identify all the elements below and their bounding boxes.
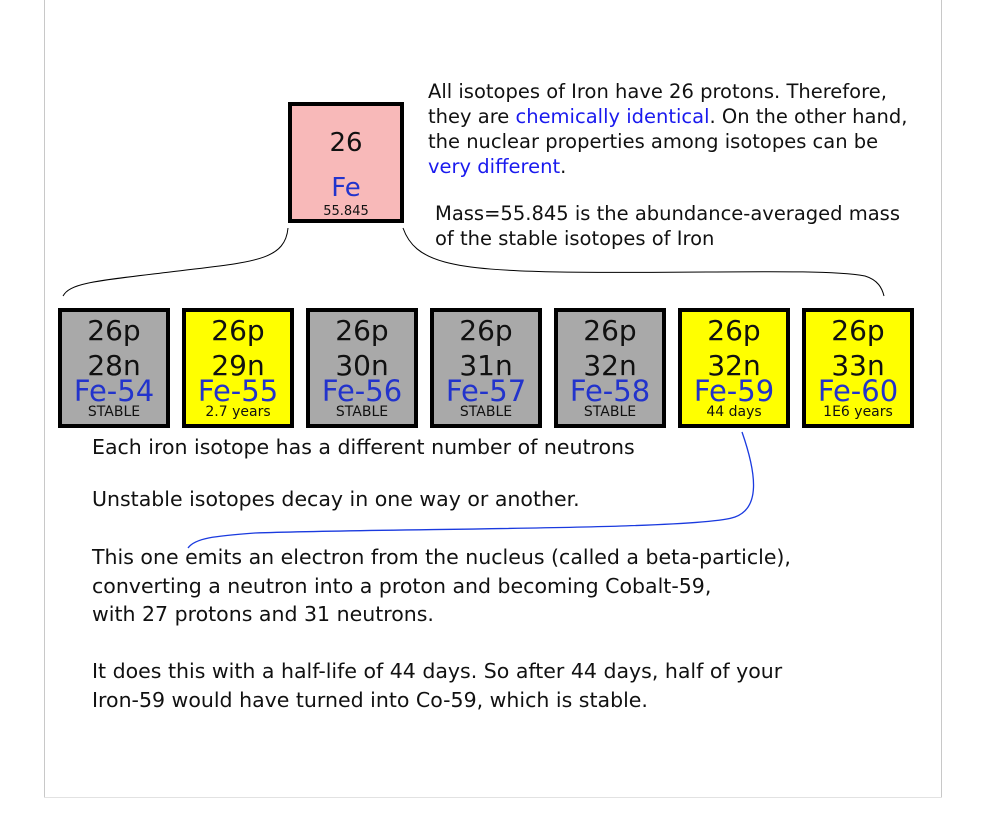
half-life-label: STABLE xyxy=(87,404,141,420)
mass-note-line-1: Mass=55.845 is the abundance-averaged mass xyxy=(435,202,900,225)
isotope-name: Fe-57 xyxy=(445,374,527,408)
beta-decay-paragraph xyxy=(92,543,791,629)
proton-count: 26p xyxy=(831,314,885,347)
half-life-line-2: Iron-59 would have turned into Co-59, which is stable. xyxy=(92,687,648,712)
half-life-label: 2.7 years xyxy=(205,404,271,420)
half-life-label: STABLE xyxy=(583,404,637,420)
proton-count: 26p xyxy=(335,314,389,347)
beta-line-2: converting a neutron into a proton and becoming Cobalt-59, xyxy=(92,573,712,598)
decay-note: Unstable isotopes decay in one way or another. xyxy=(92,487,580,511)
proton-count: 26p xyxy=(211,314,265,347)
neutron-count: 32n xyxy=(583,349,637,382)
neutron-count: 31n xyxy=(459,349,513,382)
isotope-name: Fe-55 xyxy=(197,374,279,408)
intro-line-4: very different. xyxy=(428,155,567,178)
isotope-name: Fe-60 xyxy=(817,374,899,408)
isotope-name: Fe-56 xyxy=(321,374,403,408)
half-life-label: STABLE xyxy=(459,404,513,420)
half-life-line-1: It does this with a half-life of 44 days. So after 44 days, half of your xyxy=(92,659,783,683)
beta-line-1: This one emits an electron from the nucleus (called a beta-particle), xyxy=(92,545,791,569)
isotope-card-fe-57 xyxy=(430,308,542,428)
isotope-card-fe-58 xyxy=(554,308,666,428)
intro-paragraph xyxy=(428,79,907,179)
isotope-name: Fe-54 xyxy=(73,374,155,408)
intro-line-3: the nuclear properties among isotopes can be xyxy=(428,130,879,153)
intro-line-2: they are chemically identical. On the other hand, xyxy=(428,105,908,128)
isotope-name: Fe-58 xyxy=(569,374,651,408)
neutron-count: 33n xyxy=(831,349,885,382)
proton-count: 26p xyxy=(707,314,761,347)
mass-note-line-2: of the stable isotopes of Iron xyxy=(435,227,715,250)
proton-count: 26p xyxy=(583,314,637,347)
chemically-identical-link[interactable]: chemically identical xyxy=(515,105,710,128)
proton-count: 26p xyxy=(459,314,513,347)
neutron-count: 28n xyxy=(87,349,141,382)
half-life-label: STABLE xyxy=(335,404,389,420)
atomic-number: 26 xyxy=(329,128,363,158)
neutron-count: 30n xyxy=(335,349,389,382)
neutron-count: 29n xyxy=(211,349,265,382)
isotope-name: Fe-59 xyxy=(693,374,775,408)
half-life-paragraph xyxy=(92,657,782,714)
intro-line-1: All isotopes of Iron have 26 protons. Therefore, xyxy=(428,80,887,103)
isotope-card-fe-59 xyxy=(678,308,790,428)
isotope-card-fe-55 xyxy=(182,308,294,428)
left-brace-curve xyxy=(63,228,288,296)
proton-count: 26p xyxy=(87,314,141,347)
neutron-count: 32n xyxy=(707,349,761,382)
atomic-mass: 55.845 xyxy=(323,204,369,219)
isotope-card-fe-56 xyxy=(306,308,418,428)
isotope-card-fe-54 xyxy=(58,308,170,428)
isotope-card-fe-60 xyxy=(802,308,914,428)
beta-line-3: with 27 protons and 31 neutrons. xyxy=(92,602,434,626)
half-life-label: 44 days xyxy=(706,404,762,420)
half-life-label: 1E6 years xyxy=(823,404,893,420)
iron-element-card xyxy=(288,102,404,223)
neutrons-note: Each iron isotope has a different number of neutrons xyxy=(92,435,635,459)
very-different-link[interactable]: very different xyxy=(428,155,561,178)
element-symbol: Fe xyxy=(331,173,361,203)
mass-note xyxy=(435,201,900,251)
